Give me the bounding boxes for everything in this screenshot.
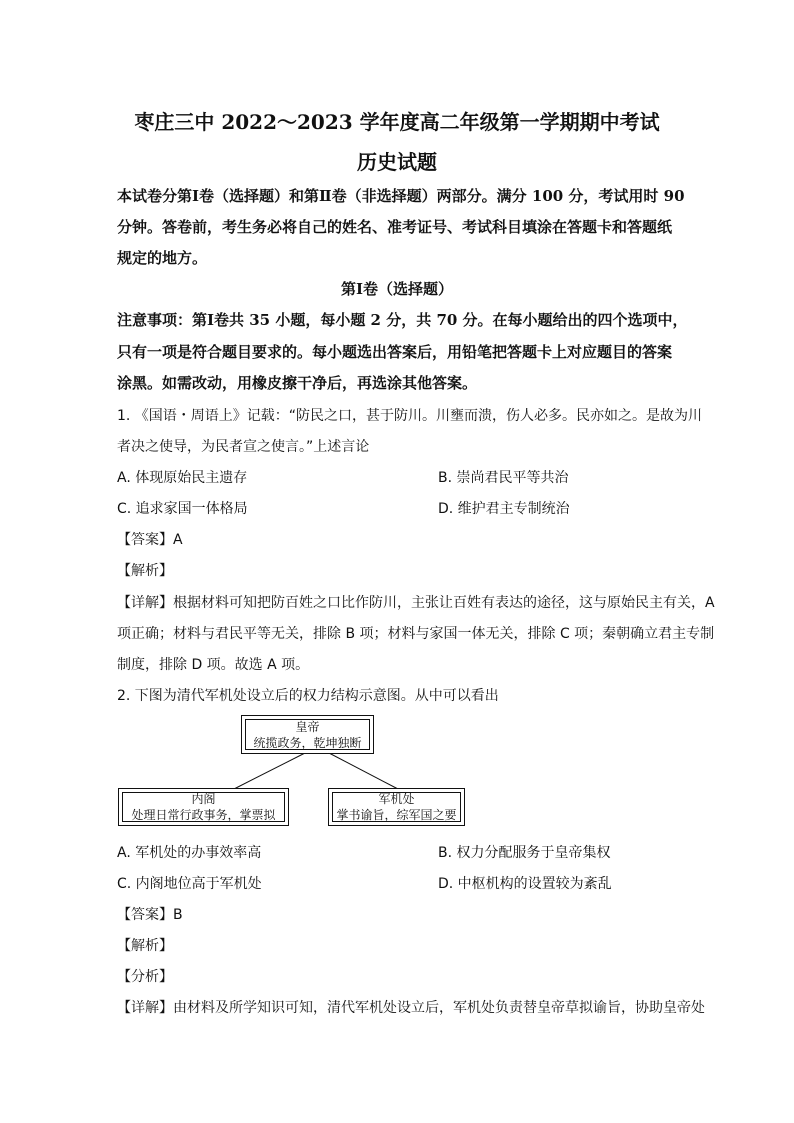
q2-stem: 2. 下图为清代军机处设立后的权力结构示意图。从中可以看出 xyxy=(117,688,499,704)
q1-answer: 【答案】A xyxy=(117,532,183,548)
q1-detail: 【详解】根据材料可知把防百姓之口比作防川，主张让百姓有表达的途径，这与原始民主有关，A xyxy=(117,595,715,611)
q1-stem: 1. 《国语・周语上》记载：“防民之口，甚于防川。川壅而溃，伤人必多。民亦如之。是故为川 xyxy=(117,408,703,424)
q2-option-d: D. 中枢机构的设置较为紊乱 xyxy=(438,876,612,892)
q2-option-c: C. 内阁地位高于军机处 xyxy=(117,876,262,892)
box-grand-council xyxy=(328,788,465,826)
notice-line: 注意事项：第Ⅰ卷共 35 小题，每小题 2 分，共 70 分。在每小题给出的四个选项中， xyxy=(117,311,688,329)
box-emperor-title: 皇帝 xyxy=(295,719,320,734)
intro-line: 本试卷分第Ⅰ卷（选择题）和第Ⅱ卷（非选择题）两部分。满分 100 分，考试用时 90 xyxy=(117,187,685,205)
box-cabinet-title: 内阁 xyxy=(191,792,216,806)
exam-title: 枣庄三中 2022～2023 学年度高二年级第一学期期中考试 xyxy=(134,110,660,134)
box-emperor-desc: 统揽政务，乾坤独断 xyxy=(253,735,362,750)
q2-analysis: 【解析】 xyxy=(117,938,173,954)
box-grand-council-desc: 掌书谕旨，综军国之要 xyxy=(336,808,457,822)
q2-detail: 【详解】由材料及所学知识可知，清代军机处设立后，军机处负责替皇帝草拟谕旨，协助皇帝处 xyxy=(117,1000,705,1016)
notice-line: 只有一项是符合题目要求的。每小题选出答案后，用铅笔把答题卡上对应题目的答案 xyxy=(117,343,673,361)
connector-right xyxy=(329,753,398,789)
intro-line: 分钟。答卷前，考生务必将自己的姓名、准考证号、考试科目填涂在答题卡和答题纸 xyxy=(117,218,673,236)
box-cabinet xyxy=(118,788,289,826)
q2-option-a: A. 军机处的办事效率高 xyxy=(117,845,262,861)
box-grand-council-title: 军机处 xyxy=(378,792,415,806)
q1-detail: 制度，排除 D 项。故选 A 项。 xyxy=(117,657,310,673)
exam-subtitle: 历史试题 xyxy=(357,150,437,174)
q1-detail: 项正确；材料与君民平等无关，排除 B 项；材料与家国一体无关，排除 C 项；秦朝确立君主专制 xyxy=(117,626,715,642)
q1-stem: 者决之使导，为民者宣之使言。”上述言论 xyxy=(117,439,370,455)
notice-line: 涂黑。如需改动，用橡皮擦干净后，再选涂其他答案。 xyxy=(117,374,478,392)
q2-answer: 【答案】B xyxy=(117,907,183,923)
q2-option-b: B. 权力分配服务于皇帝集权 xyxy=(438,845,611,861)
box-cabinet-desc: 处理日常行政事务，掌票拟 xyxy=(131,808,276,822)
q1-option-a: A. 体现原始民主遗存 xyxy=(117,470,248,486)
q1-analysis: 【解析】 xyxy=(117,563,173,579)
box-emperor xyxy=(241,715,374,754)
q1-option-d: D. 维护君主专制统治 xyxy=(438,501,570,517)
q1-option-b: B. 崇尚君民平等共治 xyxy=(438,470,569,486)
q1-option-c: C. 追求家国一体格局 xyxy=(117,501,248,517)
connector-left xyxy=(234,753,305,789)
q2-analysis-2: 【分析】 xyxy=(117,969,173,985)
intro-line: 规定的地方。 xyxy=(117,249,208,267)
section-title: 第Ⅰ卷（选择题） xyxy=(340,280,454,298)
